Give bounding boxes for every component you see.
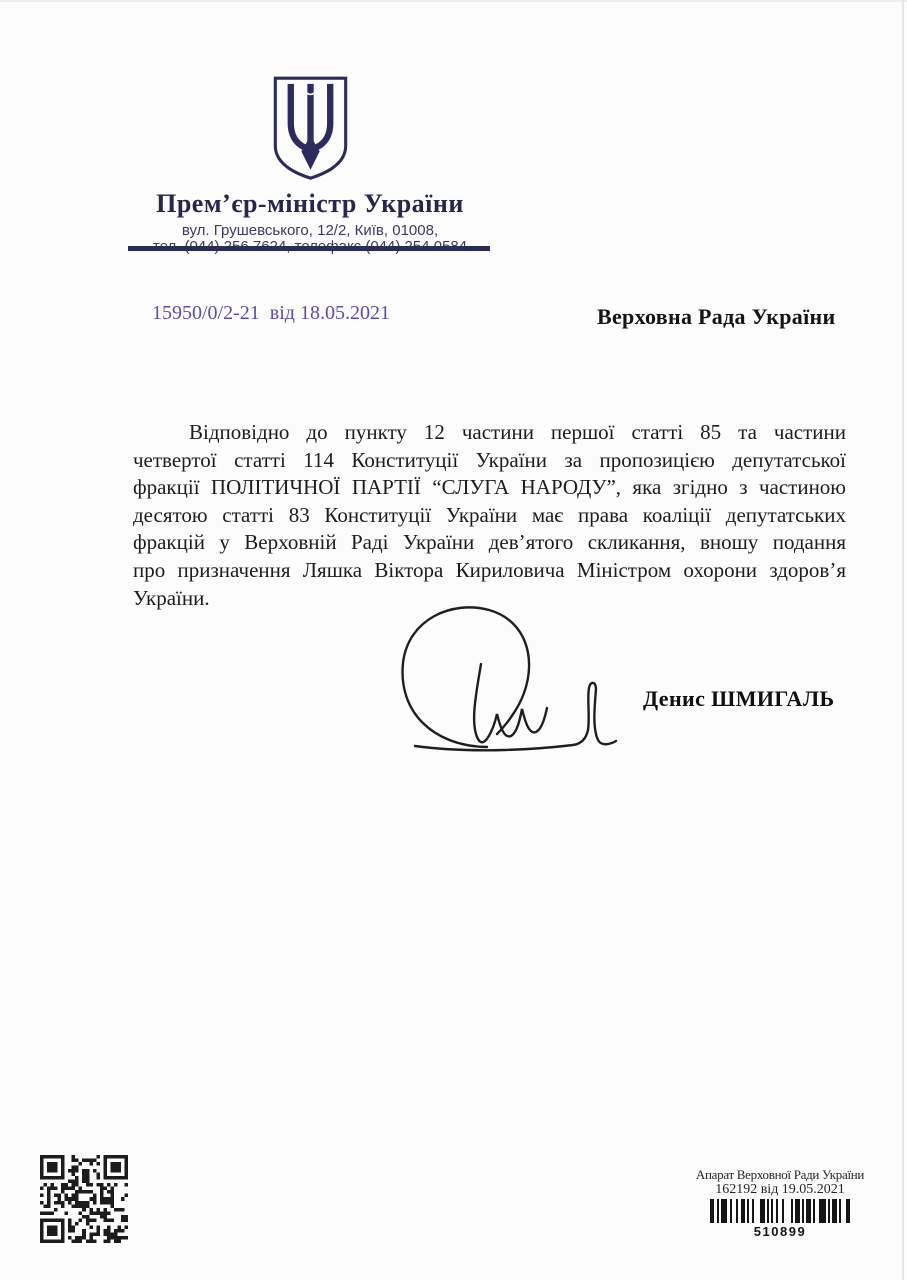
body-line: України. <box>133 585 210 610</box>
stamp-number-date: 162192 від 19.05.2021 <box>715 1182 845 1197</box>
body-line: десятою статті 83 Конституції України має права коаліції депутатських <box>133 502 846 527</box>
addressee: Верховна Рада України <box>597 304 836 329</box>
stamp-org-name: Апарат Верховної Ради України <box>695 1167 865 1182</box>
body-line: четвертої статті 114 Конституції України за пропозицією депутатської <box>133 447 846 472</box>
letterhead <box>118 74 502 255</box>
handwritten-signature <box>390 597 625 762</box>
body-line: фракцій у Верховній Раді України дев’ятого скликання, вношу подання <box>133 530 846 555</box>
qr-code <box>40 1155 128 1247</box>
body-line: про призначення Ляшка Віктора Кириловича Міністром охорони здоров’я <box>133 557 846 582</box>
letterhead-title: Прем’єр-міністр України <box>156 189 464 218</box>
body-line: Відповідно до пункту 12 частини першої статті 85 та частини <box>189 420 846 444</box>
letterhead-double-rule <box>128 246 490 251</box>
barcode-number: 510899 <box>753 1224 807 1239</box>
registration-stamp <box>693 1167 867 1239</box>
letterhead-address: вул. Грушевського, 12/2, Київ, 01008, <box>181 222 439 239</box>
letterhead-phone: тел. (044) 256 7624, телефакс (044) 254 0584 <box>152 238 468 255</box>
scan-artifact-top-edge <box>0 0 907 2</box>
signer-name: Денис ШМИГАЛЬ <box>643 686 835 711</box>
scan-artifact-right-edge <box>902 0 904 1280</box>
reference-number: 15950/0/2-21 від 18.05.2021 <box>152 302 390 324</box>
letter-body <box>133 419 846 612</box>
barcode <box>710 1199 850 1223</box>
ukraine-trident-emblem-icon <box>268 74 353 186</box>
body-line: фракції ПОЛІТИЧНОЇ ПАРТІЇ “СЛУГА НАРОДУ”, яка згідно з частиною <box>133 475 846 500</box>
